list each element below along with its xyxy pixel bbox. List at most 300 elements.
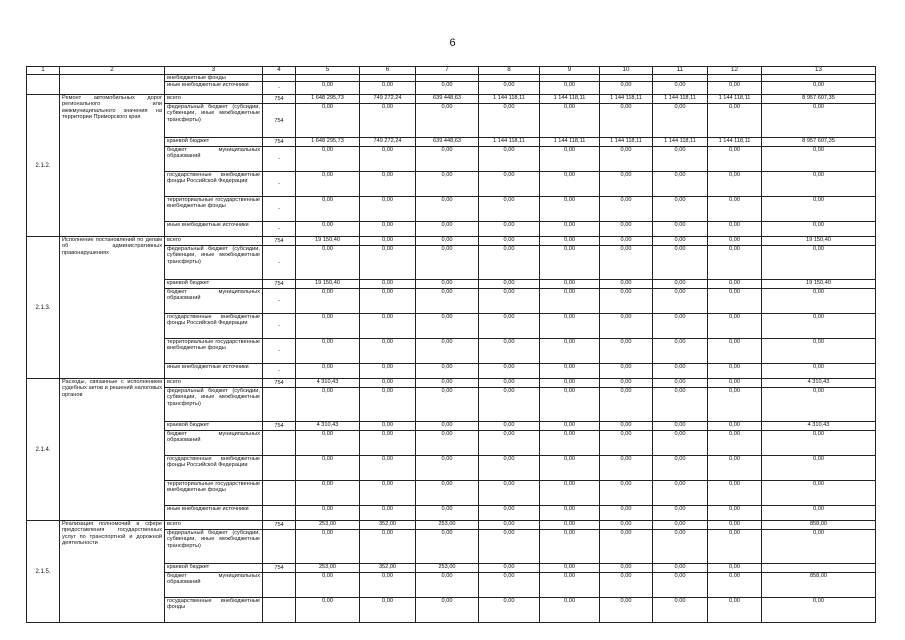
section-name-cell	[60, 75, 165, 95]
table-row	[27, 521, 876, 530]
budget-code	[263, 598, 296, 623]
col-header: 1	[27, 67, 60, 75]
value-cell: 0,00	[708, 147, 762, 172]
value-cell: 0,00	[653, 431, 708, 456]
section-name: Ремонт автомобильных дорог регионального или межмуниципального значения на территории Приморского края	[60, 95, 165, 237]
budget-code	[263, 388, 296, 422]
funding-source: государственные внебюджетные фонды Российской Федерации	[165, 172, 263, 197]
value-cell: 0,00	[296, 530, 360, 564]
value-cell: 0,00	[600, 564, 653, 573]
value-cell: 0,00	[762, 456, 876, 481]
col-header: 3	[165, 67, 263, 75]
value-cell: 0,00	[479, 598, 540, 623]
table-body	[27, 67, 876, 623]
value-cell: 0,00	[296, 481, 360, 506]
value-cell: 0,00	[540, 573, 600, 598]
value-cell: 0,00	[600, 530, 653, 564]
funding-source: государственные внебюджетные фонды	[165, 598, 263, 623]
value-cell: 0,00	[479, 379, 540, 388]
value-cell: 0,00	[708, 521, 762, 530]
funding-source: территориальные государственные внебюджетные фонды	[165, 197, 263, 222]
value-cell: 0,00	[479, 197, 540, 222]
value-cell: 0,00	[600, 481, 653, 506]
value-cell: 0,00	[708, 431, 762, 456]
value-cell: 0,00	[296, 289, 360, 314]
value-cell: 0,00	[479, 521, 540, 530]
value-cell: 0,00	[708, 564, 762, 573]
value-cell: 0,00	[416, 573, 479, 598]
value-cell: 0,00	[360, 573, 416, 598]
value-cell: 0,00	[708, 289, 762, 314]
value-cell: 0,00	[708, 598, 762, 623]
section-name: Реализация полномочий в сфере предоставления государственных услуг по транспортной и дорожной деятельности	[60, 521, 165, 623]
value-cell: 0,00	[653, 573, 708, 598]
value-cell: 0,00	[540, 339, 600, 364]
value-cell: 0,00	[540, 364, 600, 379]
value-cell: 1 648 295,73	[296, 138, 360, 147]
value-cell: 0,00	[416, 197, 479, 222]
value-cell: 0,00	[540, 456, 600, 481]
value-cell: 0,00	[600, 339, 653, 364]
value-cell: 4 310,43	[296, 379, 360, 388]
col-header: 11	[653, 67, 708, 75]
budget-code: -	[263, 289, 296, 314]
value-cell: 0,00	[360, 280, 416, 289]
budget-code: -	[263, 172, 296, 197]
value-cell	[416, 75, 479, 82]
value-cell: 0,00	[296, 388, 360, 422]
col-header: 2	[60, 67, 165, 75]
value-cell: 0,00	[653, 422, 708, 431]
value-cell: 0,00	[653, 530, 708, 564]
value-cell: 0,00	[296, 82, 360, 95]
value-cell: 0,00	[708, 280, 762, 289]
value-cell: 0,00	[600, 431, 653, 456]
table-row	[27, 237, 876, 246]
funding-source: всего	[165, 237, 263, 246]
value-cell: 0,00	[708, 222, 762, 237]
value-cell: 19 150,40	[762, 237, 876, 246]
value-cell: 0,00	[653, 82, 708, 95]
value-cell: 0,00	[762, 289, 876, 314]
value-cell: 0,00	[540, 246, 600, 280]
value-cell: 0,00	[296, 506, 360, 521]
value-cell: 0,00	[540, 82, 600, 95]
budget-code: -	[263, 147, 296, 172]
value-cell: 0,00	[540, 388, 600, 422]
value-cell: 0,00	[653, 456, 708, 481]
value-cell: 0,00	[479, 364, 540, 379]
value-cell: 19 150,40	[296, 237, 360, 246]
value-cell: 0,00	[762, 506, 876, 521]
value-cell: 0,00	[708, 104, 762, 138]
value-cell: 0,00	[416, 172, 479, 197]
value-cell: 0,00	[416, 104, 479, 138]
value-cell: 0,00	[360, 314, 416, 339]
value-cell: 0,00	[479, 172, 540, 197]
value-cell: 858,00	[762, 521, 876, 530]
value-cell: 1 144 118,11	[708, 138, 762, 147]
value-cell	[762, 564, 876, 573]
value-cell: 1 144 118,11	[600, 95, 653, 104]
value-cell: 0,00	[296, 147, 360, 172]
value-cell: 0,00	[360, 104, 416, 138]
section-name: Исполнение постановлений по делам об административных правонарушениях	[60, 237, 165, 379]
value-cell: 0,00	[540, 172, 600, 197]
value-cell	[762, 75, 876, 82]
page-number: 6	[449, 37, 456, 49]
value-cell: 0,00	[479, 573, 540, 598]
value-cell: 0,00	[479, 422, 540, 431]
budget-code: 754	[263, 379, 296, 388]
value-cell: 0,00	[540, 379, 600, 388]
funding-source: иные внебюджетные источники	[165, 364, 263, 379]
value-cell: 0,00	[479, 246, 540, 280]
value-cell: 0,00	[360, 364, 416, 379]
value-cell: 0,00	[360, 481, 416, 506]
budget-code: 754	[263, 237, 296, 246]
value-cell: 0,00	[653, 237, 708, 246]
funding-source: федеральный бюджет (субсидии, субвенции, иные межбюджетные трансферты)	[165, 388, 263, 422]
value-cell: 1 144 118,11	[540, 95, 600, 104]
value-cell: 0,00	[416, 456, 479, 481]
value-cell: 0,00	[416, 147, 479, 172]
value-cell: 0,00	[762, 172, 876, 197]
value-cell: 0,00	[479, 564, 540, 573]
value-cell: 1 144 118,11	[653, 138, 708, 147]
budget-code: 754	[263, 280, 296, 289]
value-cell: 0,00	[653, 481, 708, 506]
value-cell: 0,00	[540, 431, 600, 456]
col-header: 12	[708, 67, 762, 75]
value-cell: 0,00	[708, 314, 762, 339]
funding-source: краевой бюджет	[165, 138, 263, 147]
value-cell: 0,00	[416, 280, 479, 289]
budget-code: -	[263, 364, 296, 379]
value-cell: 0,00	[653, 314, 708, 339]
value-cell: 0,00	[296, 197, 360, 222]
value-cell: 0,00	[360, 422, 416, 431]
value-cell: 0,00	[600, 456, 653, 481]
value-cell: 0,00	[540, 422, 600, 431]
budget-code	[263, 481, 296, 506]
value-cell: 4 310,43	[762, 422, 876, 431]
value-cell: 0,00	[360, 147, 416, 172]
value-cell: 639 448,63	[416, 138, 479, 147]
value-cell: 0,00	[296, 246, 360, 280]
table-row	[27, 95, 876, 104]
value-cell: 0,00	[479, 481, 540, 506]
value-cell: 0,00	[296, 431, 360, 456]
value-cell: 0,00	[600, 147, 653, 172]
value-cell: 0,00	[296, 172, 360, 197]
value-cell: 0,00	[600, 379, 653, 388]
funding-source: всего	[165, 95, 263, 104]
value-cell: 0,00	[600, 573, 653, 598]
value-cell: 0,00	[708, 573, 762, 598]
section-name: Расходы, связанные с исполнением судебных актов и решений налоговых органов	[60, 379, 165, 521]
funding-source: государственные внебюджетные фонды Российской Федерации	[165, 314, 263, 339]
value-cell	[360, 75, 416, 82]
value-cell: 0,00	[416, 82, 479, 95]
budget-code	[263, 506, 296, 521]
value-cell	[540, 75, 600, 82]
col-header: 7	[416, 67, 479, 75]
value-cell: 0,00	[479, 530, 540, 564]
value-cell: 0,00	[708, 246, 762, 280]
budget-code	[263, 530, 296, 564]
funding-source: бюджет муниципальных образований	[165, 289, 263, 314]
value-cell: 0,00	[708, 530, 762, 564]
value-cell: 0,00	[416, 246, 479, 280]
funding-source: краевой бюджет	[165, 564, 263, 573]
value-cell: 749 272,24	[360, 95, 416, 104]
value-cell: 253,00	[416, 564, 479, 573]
value-cell: 0,00	[360, 246, 416, 280]
value-cell: 352,00	[360, 564, 416, 573]
value-cell: 0,00	[479, 147, 540, 172]
section-number-cell	[27, 75, 60, 95]
section-number: 2.1.2.	[27, 95, 60, 237]
value-cell: 0,00	[600, 197, 653, 222]
value-cell: 0,00	[762, 147, 876, 172]
col-header: 9	[540, 67, 600, 75]
value-cell: 0,00	[296, 598, 360, 623]
value-cell: 0,00	[296, 456, 360, 481]
funding-source: иные внебюджетные источники	[165, 82, 263, 95]
budget-code: 754	[263, 95, 296, 104]
budget-code: -	[263, 314, 296, 339]
value-cell: 0,00	[600, 422, 653, 431]
funding-source: иные внебюджетные источники	[165, 506, 263, 521]
budget-code: -	[263, 339, 296, 364]
value-cell: 0,00	[416, 388, 479, 422]
section-number: 2.1.5.	[27, 521, 60, 623]
value-cell: 0,00	[540, 564, 600, 573]
value-cell: 0,00	[479, 456, 540, 481]
value-cell: 0,00	[708, 172, 762, 197]
funding-source: федеральный бюджет (субсидии, субвенции, иные межбюджетные трансферты)	[165, 104, 263, 138]
value-cell: 0,00	[600, 521, 653, 530]
table-row	[27, 379, 876, 388]
value-cell: 639 448,63	[416, 95, 479, 104]
value-cell: 0,00	[416, 339, 479, 364]
value-cell: 0,00	[479, 431, 540, 456]
value-cell: 0,00	[600, 280, 653, 289]
value-cell: 0,00	[762, 82, 876, 95]
value-cell: 352,00	[360, 521, 416, 530]
value-cell: 253,00	[416, 521, 479, 530]
value-cell: 0,00	[360, 82, 416, 95]
funding-source: территориальные государственные внебюджетные фонды	[165, 481, 263, 506]
funding-source: федеральный бюджет (субсидии, субвенции, иные межбюджетные трансферты)	[165, 530, 263, 564]
value-cell: 0,00	[479, 506, 540, 521]
value-cell: 0,00	[600, 314, 653, 339]
budget-table	[26, 66, 876, 623]
value-cell: 0,00	[708, 506, 762, 521]
value-cell: 0,00	[479, 237, 540, 246]
budget-code	[263, 456, 296, 481]
funding-source: внебюджетные фонды	[165, 75, 263, 82]
value-cell: 0,00	[360, 379, 416, 388]
value-cell: 0,00	[762, 598, 876, 623]
value-cell: 0,00	[540, 147, 600, 172]
value-cell: 0,00	[540, 222, 600, 237]
value-cell: 0,00	[762, 222, 876, 237]
value-cell	[296, 75, 360, 82]
value-cell: 1 144 118,11	[600, 138, 653, 147]
value-cell: 0,00	[653, 289, 708, 314]
value-cell: 749 272,24	[360, 138, 416, 147]
budget-code: 754	[263, 104, 296, 138]
value-cell: 0,00	[479, 222, 540, 237]
value-cell: 0,00	[479, 104, 540, 138]
value-cell: 0,00	[416, 289, 479, 314]
value-cell: 0,00	[762, 339, 876, 364]
value-cell: 0,00	[762, 246, 876, 280]
value-cell: 0,00	[416, 314, 479, 339]
budget-code: 754	[263, 564, 296, 573]
value-cell: 8 957 607,35	[762, 138, 876, 147]
value-cell: 0,00	[360, 431, 416, 456]
value-cell: 0,00	[708, 237, 762, 246]
value-cell: 0,00	[296, 104, 360, 138]
value-cell: 0,00	[762, 364, 876, 379]
funding-source: всего	[165, 379, 263, 388]
value-cell: 0,00	[479, 339, 540, 364]
value-cell: 0,00	[296, 339, 360, 364]
value-cell: 19 150,40	[296, 280, 360, 289]
value-cell: 0,00	[360, 506, 416, 521]
value-cell: 0,00	[653, 104, 708, 138]
value-cell: 0,00	[416, 237, 479, 246]
value-cell: 0,00	[479, 289, 540, 314]
budget-code: 754	[263, 138, 296, 147]
value-cell: 0,00	[360, 388, 416, 422]
value-cell: 0,00	[296, 222, 360, 237]
value-cell: 0,00	[479, 280, 540, 289]
value-cell: 0,00	[416, 506, 479, 521]
value-cell: 0,00	[653, 506, 708, 521]
value-cell: 0,00	[708, 388, 762, 422]
value-cell: 0,00	[416, 530, 479, 564]
col-header: 8	[479, 67, 540, 75]
value-cell: 0,00	[360, 598, 416, 623]
value-cell: 0,00	[540, 598, 600, 623]
value-cell: 0,00	[653, 364, 708, 379]
value-cell: 0,00	[540, 530, 600, 564]
budget-code: -	[263, 222, 296, 237]
value-cell: 0,00	[653, 598, 708, 623]
budget-code: -	[263, 246, 296, 280]
value-cell: 0,00	[762, 431, 876, 456]
value-cell: 0,00	[600, 598, 653, 623]
value-cell: 0,00	[708, 379, 762, 388]
value-cell: 0,00	[416, 364, 479, 379]
budget-code	[263, 75, 296, 82]
value-cell: 0,00	[653, 222, 708, 237]
value-cell: 19 150,40	[762, 280, 876, 289]
budget-code: -	[263, 197, 296, 222]
value-cell: 0,00	[360, 237, 416, 246]
value-cell: 0,00	[360, 530, 416, 564]
value-cell: 0,00	[360, 222, 416, 237]
value-cell: 0,00	[540, 280, 600, 289]
value-cell: 0,00	[762, 388, 876, 422]
value-cell: 0,00	[479, 82, 540, 95]
value-cell: 1 144 118,11	[540, 138, 600, 147]
value-cell: 0,00	[416, 481, 479, 506]
value-cell: 0,00	[653, 197, 708, 222]
value-cell: 0,00	[600, 289, 653, 314]
value-cell: 8 957 607,35	[762, 95, 876, 104]
value-cell: 0,00	[708, 422, 762, 431]
value-cell: 0,00	[653, 564, 708, 573]
value-cell: 0,00	[653, 339, 708, 364]
funding-source: бюджет муниципальных образований	[165, 431, 263, 456]
value-cell: 4 310,43	[762, 379, 876, 388]
value-cell: 0,00	[653, 521, 708, 530]
value-cell: 0,00	[416, 422, 479, 431]
value-cell: 0,00	[708, 456, 762, 481]
value-cell: 0,00	[653, 379, 708, 388]
value-cell: 0,00	[360, 172, 416, 197]
col-header: 5	[296, 67, 360, 75]
funding-source: территориальные государственные внебюджетные фонды	[165, 339, 263, 364]
budget-code: 754	[263, 422, 296, 431]
value-cell: 1 144 118,11	[653, 95, 708, 104]
section-number: 2.1.4.	[27, 379, 60, 521]
funding-source: бюджет муниципальных образований	[165, 573, 263, 598]
funding-source: краевой бюджет	[165, 422, 263, 431]
value-cell: 0,00	[540, 197, 600, 222]
col-header: 13	[762, 67, 876, 75]
value-cell: 4 310,43	[296, 422, 360, 431]
value-cell: 858,00	[762, 573, 876, 598]
value-cell: 0,00	[600, 388, 653, 422]
col-header: 10	[600, 67, 653, 75]
value-cell: 0,00	[762, 530, 876, 564]
value-cell: 0,00	[296, 314, 360, 339]
budget-code: 754	[263, 521, 296, 530]
value-cell: 253,00	[296, 521, 360, 530]
value-cell: 0,00	[762, 197, 876, 222]
header-row	[27, 67, 876, 75]
value-cell: 253,00	[296, 564, 360, 573]
value-cell: 0,00	[540, 521, 600, 530]
value-cell: 0,00	[708, 481, 762, 506]
value-cell	[708, 75, 762, 82]
funding-source: государственные внебюджетные фонды Российской Федерации	[165, 456, 263, 481]
value-cell: 0,00	[540, 237, 600, 246]
funding-source: федеральный бюджет (субсидии, субвенции, иные межбюджетные трансферты)	[165, 246, 263, 280]
col-header: 4	[263, 67, 296, 75]
value-cell: 0,00	[416, 379, 479, 388]
value-cell: 0,00	[762, 314, 876, 339]
value-cell: 0,00	[360, 339, 416, 364]
budget-code	[263, 431, 296, 456]
value-cell: 0,00	[600, 172, 653, 197]
value-cell: 0,00	[600, 364, 653, 379]
funding-source: иные внебюджетные источники	[165, 222, 263, 237]
budget-code: -	[263, 82, 296, 95]
value-cell: 0,00	[416, 431, 479, 456]
value-cell: 0,00	[416, 598, 479, 623]
value-cell: 0,00	[479, 314, 540, 339]
value-cell: 0,00	[708, 364, 762, 379]
value-cell: 0,00	[360, 197, 416, 222]
value-cell: 0,00	[540, 314, 600, 339]
